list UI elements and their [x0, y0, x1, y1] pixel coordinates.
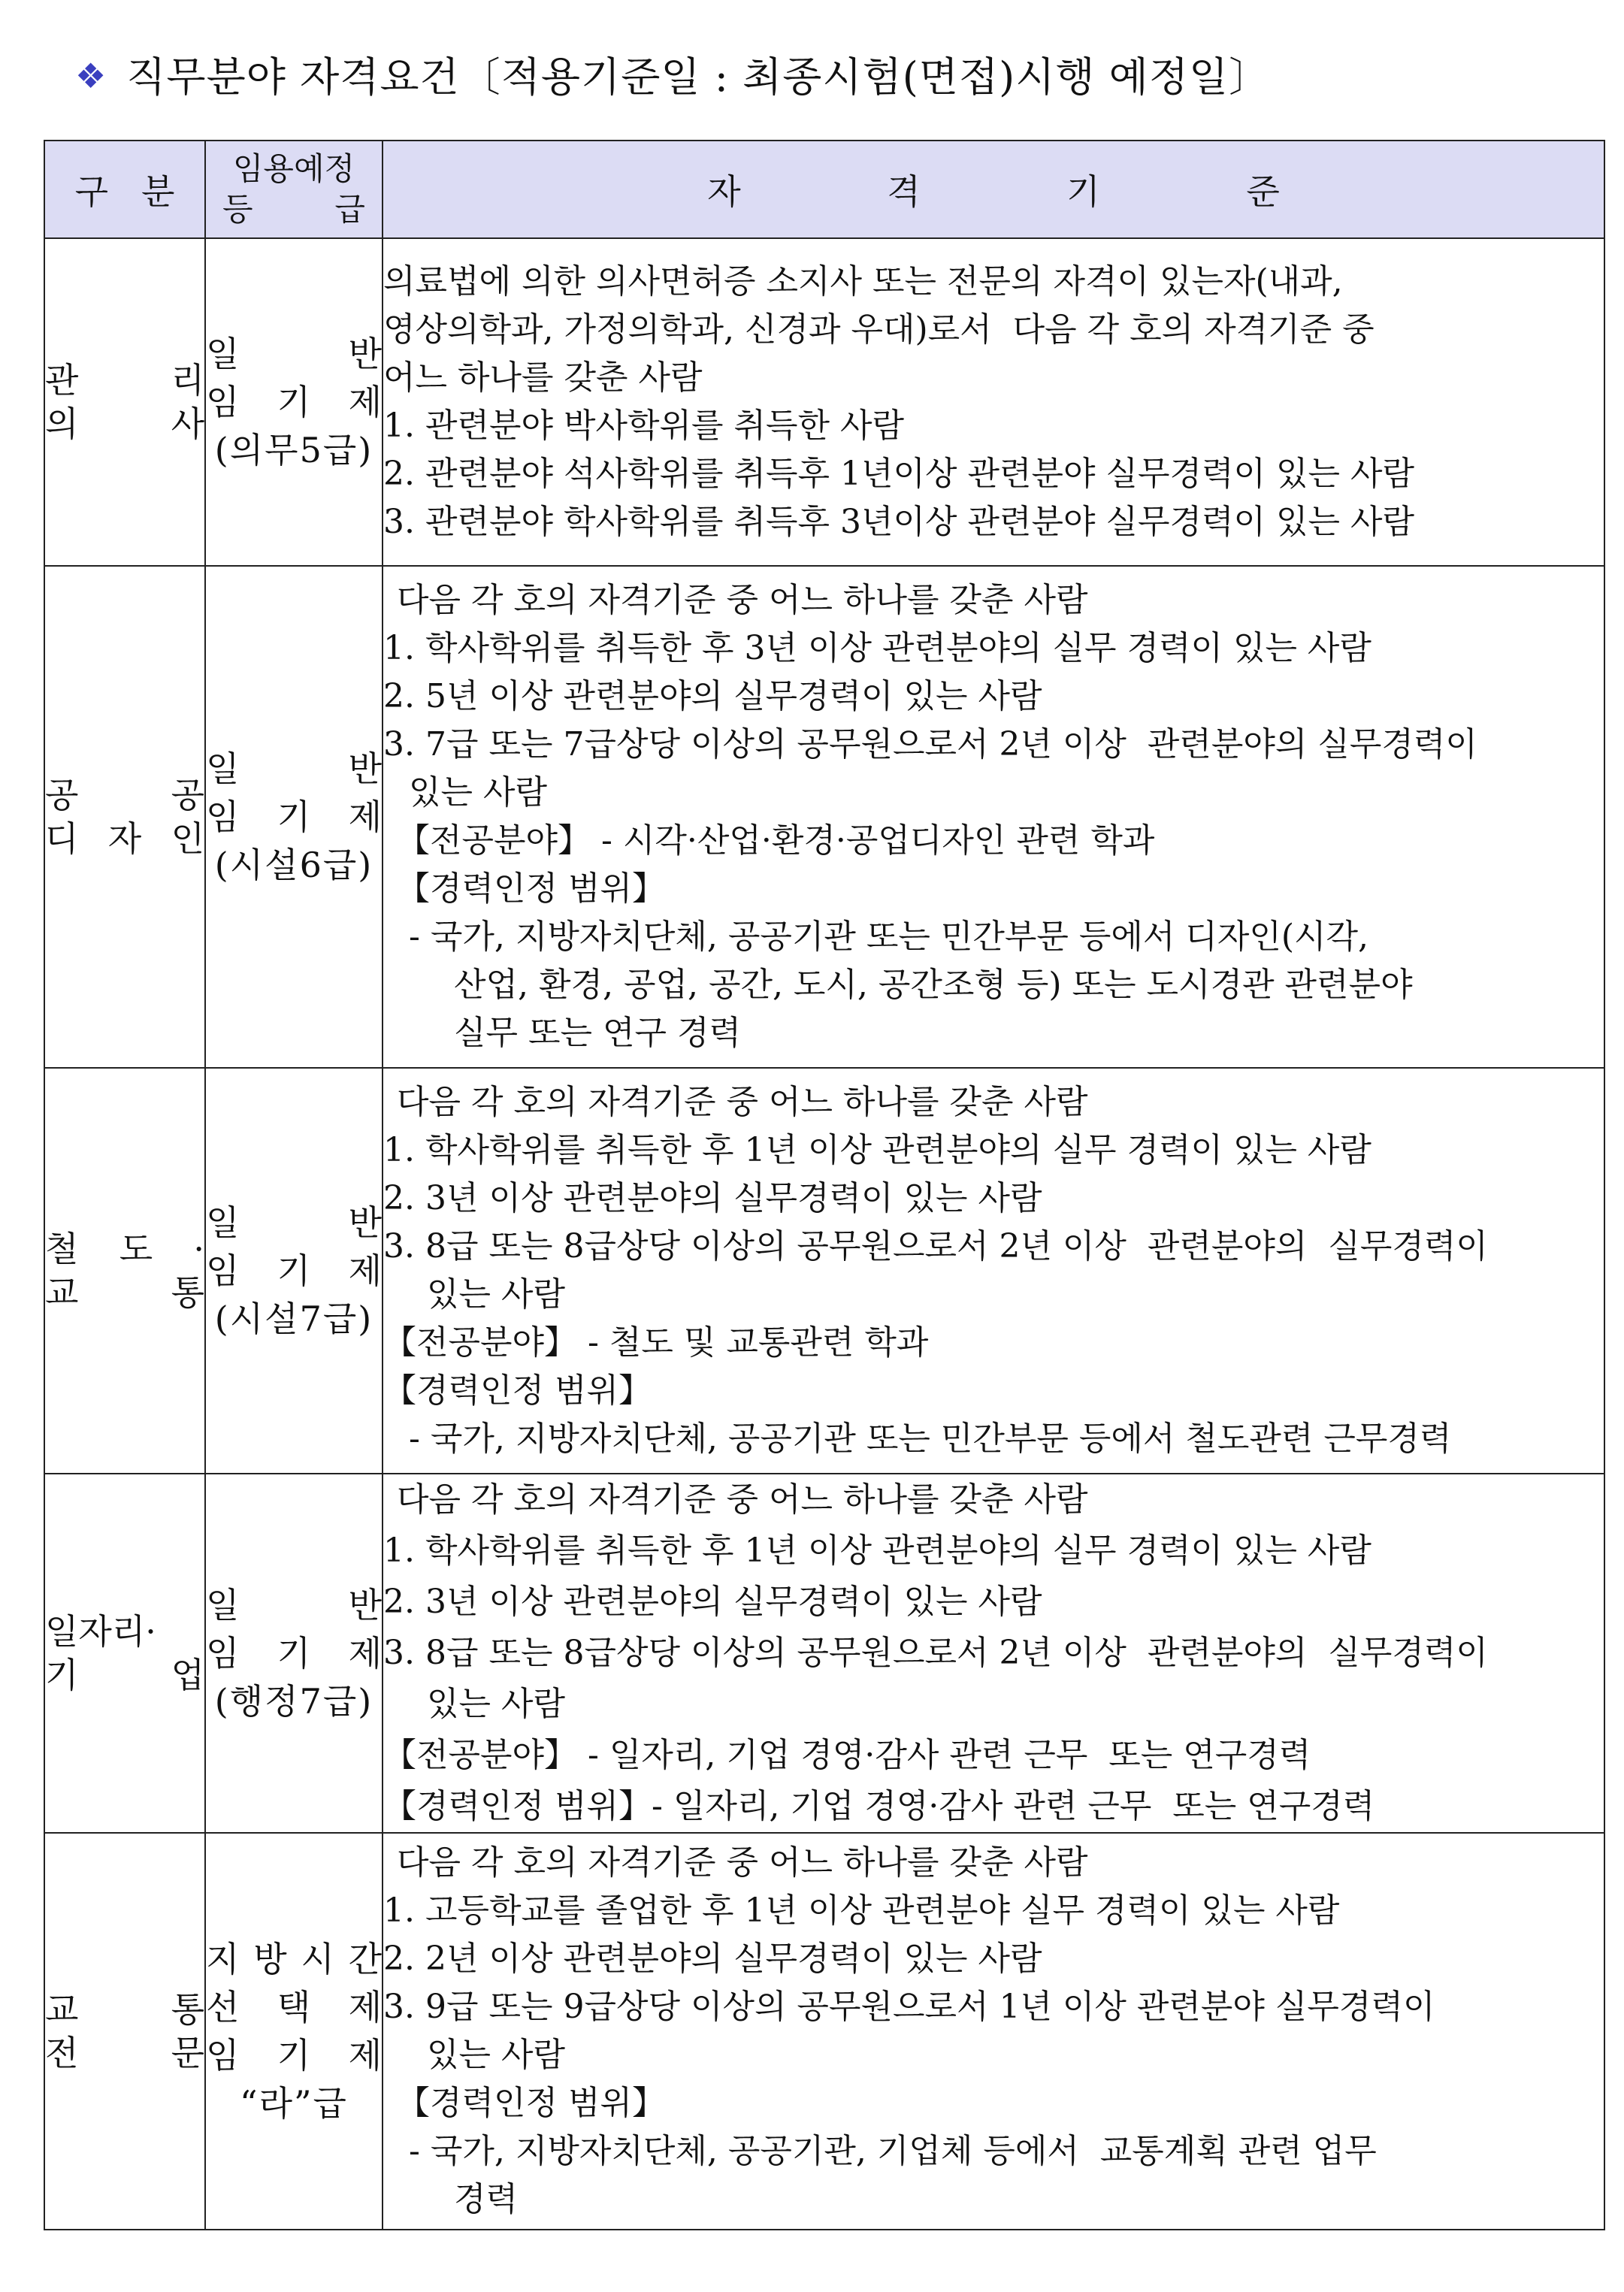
category-cell: 공 공 디 자 인	[44, 566, 205, 1068]
criteria-cell: 의료법에 의한 의사면허증 소지사 또는 전문의 자격이 있는자(내과, 영상의학과, 가정의학과, 신경과 우대)로서 다음 각 호의 자격기준 중 어느 하나를 갖춘 사람 1. 관련분야 박사학위를 취득한 사람 2. 관련분야 석사학위를 취득후 1년이상 관련분야 실무경력이 있는 사람 3. 관련분야 학사학위를 취득후 3년이상 관련분야 실무경력이 있는 사람	[383, 238, 1604, 566]
category-cell: 교 통 전 문	[44, 1833, 205, 2230]
header-criteria: 자 격 기 준	[383, 141, 1604, 238]
page-title-text: 직무분야 자격요건〔적용기준일 : 최종시험(면접)시행 예정일〕	[126, 53, 1271, 101]
qualification-table	[44, 140, 1605, 2230]
grade-cell: 지 방 시 간 선 택 제 임 기 제 “라”급	[205, 1833, 383, 2230]
criteria-cell: 다음 각 호의 자격기준 중 어느 하나를 갖춘 사람 1. 학사학위를 취득한 후 1년 이상 관련분야의 실무 경력이 있는 사람 2. 3년 이상 관련분야의 실무경력이 있는 사람 3. 8급 또는 8급상당 이상의 공무원으로서 2년 이상 관련분야의 실무경력이 있는 사람 【전공분야】 - 일자리, 기업 경영·감사 관련 근무 또는 연구경력 【경력인정 범위】- 일자리, 기업 경영·감사 관련 근무 또는 연구경력	[383, 1474, 1604, 1833]
table-row	[44, 1474, 1604, 1833]
grade-cell: 일 반 임 기 제 (의무5급)	[205, 238, 383, 566]
table-row	[44, 1068, 1604, 1474]
page-title	[75, 45, 1270, 103]
table-row	[44, 1833, 1604, 2230]
criteria-cell: 다음 각 호의 자격기준 중 어느 하나를 갖춘 사람 1. 학사학위를 취득한 후 3년 이상 관련분야의 실무 경력이 있는 사람 2. 5년 이상 관련분야의 실무경력이 있는 사람 3. 7급 또는 7급상당 이상의 공무원으로서 2년 이상 관련분야의 실무경력이 있는 사람 【전공분야】 - 시각·산업·환경·공업디자인 관련 학과 【경력인정 범위】 - 국가, 지방자치단체, 공공기관 또는 민간부문 등에서 디자인(시각, 산업, 환경, 공업, 공간, 도시, 공간조형 등) 또는 도시경관 관련분야 실무 또는 연구 경력	[383, 566, 1604, 1068]
diamond-bullet-icon: ❖	[75, 56, 107, 96]
table-row	[44, 566, 1604, 1068]
header-category: 구 분	[44, 141, 205, 238]
category-cell: 철 도 · 교 통	[44, 1068, 205, 1474]
grade-cell: 일 반 임 기 제 (시설7급)	[205, 1068, 383, 1474]
table-row	[44, 238, 1604, 566]
table-header-row	[44, 141, 1604, 238]
grade-cell: 일 반 임 기 제 (시설6급)	[205, 566, 383, 1068]
criteria-cell: 다음 각 호의 자격기준 중 어느 하나를 갖춘 사람 1. 학사학위를 취득한 후 1년 이상 관련분야의 실무 경력이 있는 사람 2. 3년 이상 관련분야의 실무경력이 있는 사람 3. 8급 또는 8급상당 이상의 공무원으로서 2년 이상 관련분야의 실무경력이 있는 사람 【전공분야】 - 철도 및 교통관련 학과 【경력인정 범위】 - 국가, 지방자치단체, 공공기관 또는 민간부문 등에서 철도관련 근무경력	[383, 1068, 1604, 1474]
category-cell: 관 리 의 사	[44, 238, 205, 566]
criteria-cell: 다음 각 호의 자격기준 중 어느 하나를 갖춘 사람 1. 고등학교를 졸업한 후 1년 이상 관련분야 실무 경력이 있는 사람 2. 2년 이상 관련분야의 실무경력이 있는 사람 3. 9급 또는 9급상당 이상의 공무원으로서 1년 이상 관련분야 실무경력이 있는 사람 【경력인정 범위】 - 국가, 지방자치단체, 공공기관, 기업체 등에서 교통계획 관련 업무 경력	[383, 1833, 1604, 2230]
header-grade: 임용예정 등 급	[205, 141, 383, 238]
grade-cell: 일 반 임 기 제 (행정7급)	[205, 1474, 383, 1833]
category-cell: 일자리· 기 업	[44, 1474, 205, 1833]
